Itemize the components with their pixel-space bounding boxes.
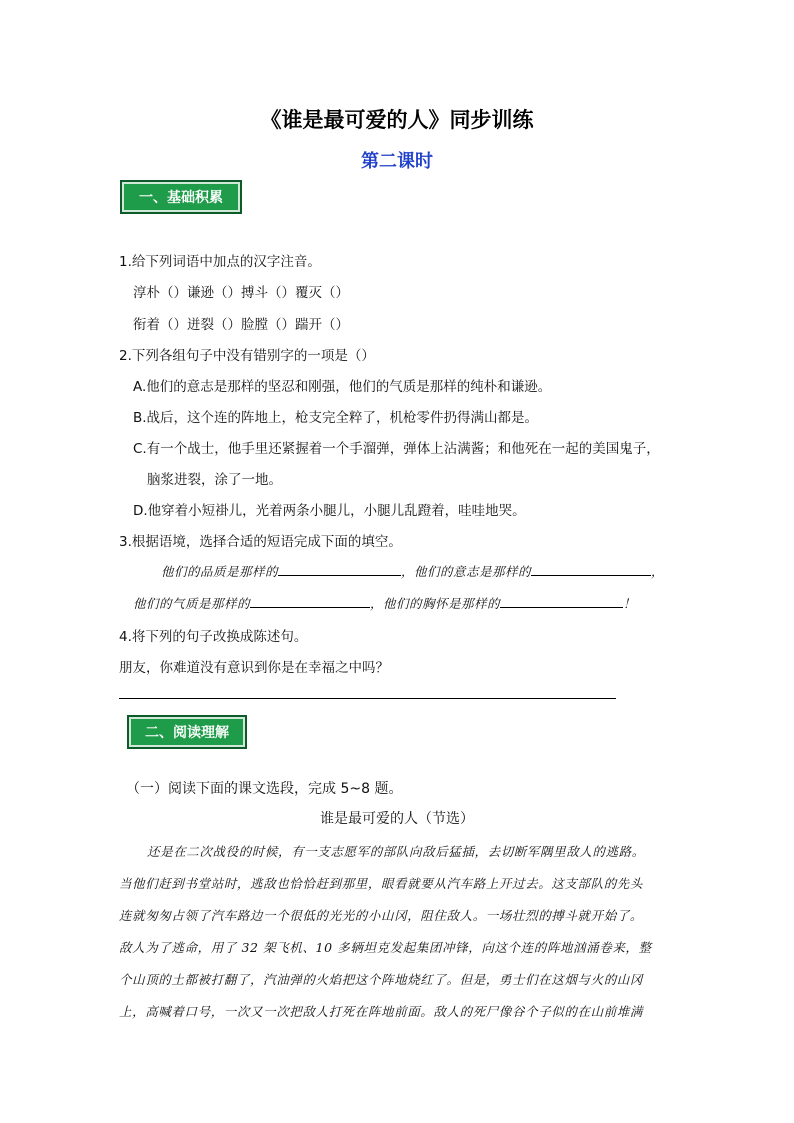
passage-line: 上，高喊着口号，一次又一次把敌人打死在阵地前面。敌人的死尸像谷个子似的在山前堆满 [119, 1004, 644, 1019]
question-1-row-2: 衔着（）迸裂（）脸膛（）踹开（） [133, 317, 349, 333]
fill-text: ，他们的胸怀是那样的 [370, 596, 501, 611]
question-3-stem: 3.根据语境，选择合适的短语完成下面的填空。 [119, 534, 402, 550]
page-subtitle: 第二课时 [361, 151, 433, 172]
section-heading-basics [120, 180, 242, 214]
question-1-row-1: 淳朴（）谦逊（）搏斗（）覆灭（） [133, 285, 349, 301]
reading-intro: （一）阅读下面的课文选段，完成 5~8 题。 [126, 781, 403, 797]
fill-text: 他们的品质是那样的 [161, 564, 279, 579]
question-1-stem: 1.给下列词语中加点的汉字注音。 [119, 254, 321, 270]
passage-title: 谁是最可爱的人（节选） [320, 811, 474, 827]
fill-blank-2[interactable] [531, 562, 651, 576]
fill-blank-3[interactable] [250, 594, 370, 608]
section-heading-reading [127, 715, 247, 749]
passage-line: 还是在二次战役的时候，有一支志愿军的部队向敌后猛插，去切断军隅里敌人的逃路。 [147, 844, 645, 859]
passage-line: 个山顶的土都被打翻了，汽油弹的火焰把这个阵地烧红了。但是，勇士们在这烟与火的山冈 [119, 972, 644, 987]
question-3-line-2 [133, 594, 636, 612]
fill-blank-4[interactable] [500, 594, 623, 608]
passage-line: 连就匆匆占领了汽车路边一个很低的光光的小山冈，阻住敌人。一场壮烈的搏斗就开始了。 [119, 908, 644, 923]
answer-line[interactable] [119, 698, 616, 699]
question-2-option-c-continued: 脑浆进裂，涂了一地。 [147, 472, 282, 488]
fill-blank-1[interactable] [278, 562, 401, 576]
question-2-option-b: B.战后，这个连的阵地上，枪支完全粹了，机枪零件扔得满山都是。 [133, 410, 539, 426]
fill-text: ！ [623, 596, 637, 611]
question-2-option-d: D.他穿着小短褂儿，光着两条小腿儿，小腿儿乱蹬着，哇哇地哭。 [133, 503, 526, 519]
question-4-stem: 4.将下列的句子改换成陈述句。 [119, 629, 308, 645]
section-heading-label: 二、阅读理解 [145, 725, 229, 741]
question-2-option-c: C.有一个战士，他手里还紧握着一个手溜弹，弹体上沾满酱；和他死在一起的美国鬼子， [133, 441, 660, 457]
passage-line: 当他们赶到书堂站时，逃敌也恰恰赶到那里，眼看就要从汽车路上开过去。这支部队的先头 [119, 876, 644, 891]
question-3-line-1 [161, 562, 664, 580]
section-heading-label: 一、基础积累 [139, 190, 223, 206]
fill-text: 他们的气质是那样的 [133, 596, 251, 611]
page-title: 《谁是最可爱的人》同步训练 [260, 108, 534, 132]
question-2-option-a: A.他们的意志是那样的坚忍和刚强，他们的气质是那样的纯朴和谦逊。 [133, 379, 552, 395]
passage-line: 敌人为了逃命，用了 32 架飞机、10 多辆坦克发起集团冲锋，向这个连的阵地汹涌卷来，整 [119, 940, 652, 955]
fill-text: ， [651, 564, 665, 579]
fill-text: ，他们的意志是那样的 [401, 564, 532, 579]
question-2-stem: 2.下列各组句子中没有错别字的一项是（） [119, 348, 375, 364]
question-4-sentence: 朋友，你难道没有意识到你是在幸福之中吗？ [119, 660, 389, 676]
